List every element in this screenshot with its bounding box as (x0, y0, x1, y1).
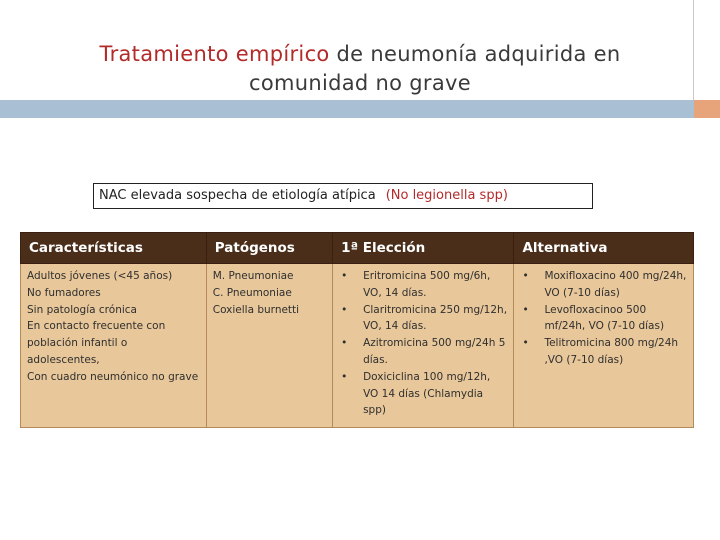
header-patogenos: Patógenos (206, 233, 332, 264)
table-row (21, 264, 694, 428)
caracteristica-item: Con cuadro neumónico no grave (27, 370, 199, 383)
caracteristica-item: Adultos jóvenes (<45 años) (27, 270, 173, 282)
decorative-blue-bar (0, 100, 694, 118)
list-item: • Eritromicina 500 mg/6h, VO, 14 días. (339, 268, 507, 302)
slide-title (40, 40, 680, 98)
decorative-orange-square (694, 100, 720, 118)
caracteristica-item: En contacto frecuente con población infantil o adolescentes, (27, 320, 166, 366)
decorative-vertical-line (693, 0, 694, 100)
table-header-row (21, 233, 694, 264)
list-item: • Azitromicina 500 mg/24h 5 días. (339, 335, 507, 369)
patogeno-item: C. Pneumoniae (212, 286, 292, 299)
cell-primera-eleccion (333, 264, 514, 428)
subtitle-text: NAC elevada sospecha de etiología atípica (99, 188, 376, 203)
caracteristica-item: Sin patología crónica (27, 303, 137, 316)
header-primera-eleccion: 1ª Elección (333, 233, 514, 264)
title-rest-line1: de neumonía adquirida en (329, 42, 621, 66)
list-item: • Levofloxacinoo 500 mf/24h, VO (7-10 días) (520, 302, 687, 336)
treatment-table (20, 232, 694, 428)
alternativa-list (520, 268, 687, 369)
cell-alternativa (514, 264, 694, 428)
list-item: • Telitromicina 800 mg/24h ,VO (7-10 días) (520, 335, 687, 369)
primera-eleccion-list (339, 268, 507, 419)
title-line2: comunidad no grave (249, 71, 471, 95)
patogeno-item: M. Pneumoniae (212, 270, 294, 282)
header-alternativa: Alternativa (514, 233, 694, 264)
header-caracteristicas: Características (21, 233, 207, 264)
list-item: • Claritromicina 250 mg/12h, VO, 14 días. (339, 302, 507, 336)
title-accent: Tratamiento empírico (99, 42, 330, 66)
caracteristica-item: No fumadores (27, 286, 101, 299)
list-item: • Doxiciclina 100 mg/12h, VO 14 días (Chlamydia spp) (339, 369, 507, 419)
cell-patogenos (206, 264, 332, 428)
patogeno-item: Coxiella burnetti (212, 303, 300, 316)
subtitle-highlight: (No legionella spp) (385, 188, 508, 203)
cell-caracteristicas (21, 264, 207, 428)
subtitle-box (93, 183, 593, 209)
list-item: • Moxifloxacino 400 mg/24h, VO (7-10 días) (520, 268, 687, 302)
